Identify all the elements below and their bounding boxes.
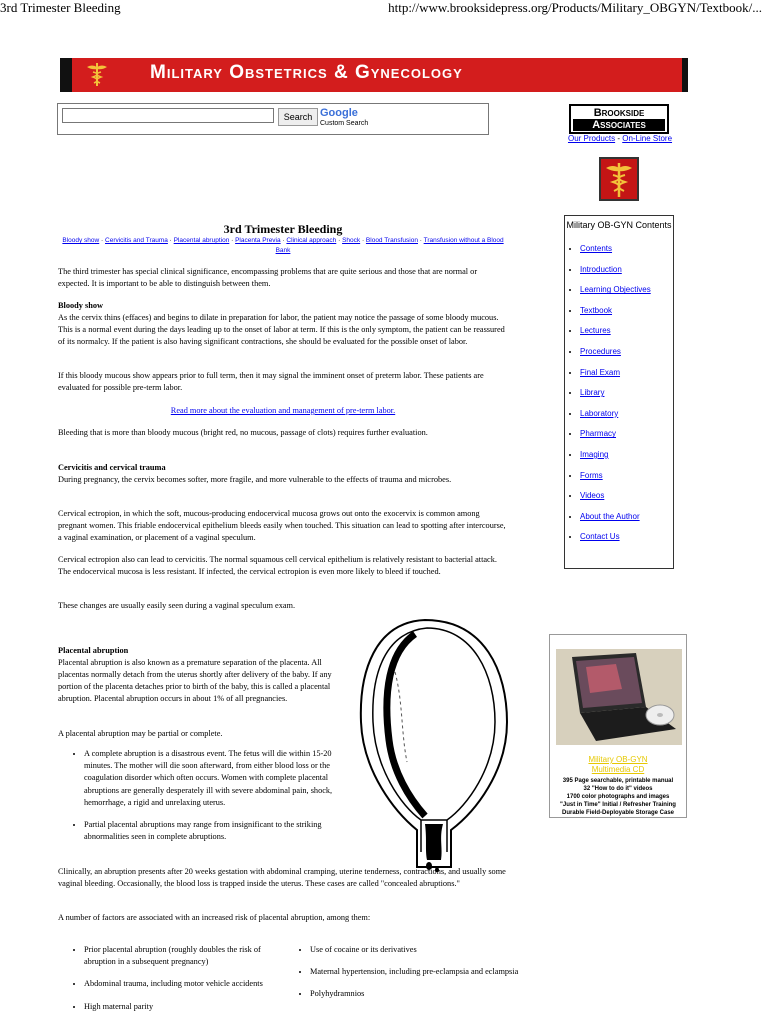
list-item: • Partial placental abruptions may range from insignificant to the striking abnormalities seen in complete abruptions. xyxy=(84,819,354,843)
contents-item xyxy=(580,383,673,404)
contents-sidebar xyxy=(564,215,674,569)
cd-feature-line: 395 Page searchable, printable manual xyxy=(562,778,674,784)
cervicitis-paragraph-1: During pregnancy, the cervix becomes softer, more fragile, and more vulnerable to the effects of trauma and microbes. xyxy=(58,475,452,484)
contents-link[interactable]: Final Exam xyxy=(580,367,621,377)
contents-link[interactable]: Contact Us xyxy=(580,532,620,542)
contents-item xyxy=(580,342,673,363)
cd-title[interactable] xyxy=(550,755,686,775)
contents-item xyxy=(580,301,673,322)
nav-separator: · xyxy=(167,237,174,244)
nav-separator: · xyxy=(336,237,343,244)
contents-item xyxy=(580,404,673,425)
section-nav xyxy=(58,236,508,256)
nav-separator: · xyxy=(280,237,287,244)
contents-item xyxy=(580,527,673,548)
brookside-logo[interactable] xyxy=(569,104,669,134)
article-title: 3rd Trimester Bleeding xyxy=(223,222,343,236)
nav-separator: · xyxy=(229,237,236,244)
cd-feature-line: 1700 color photographs and images xyxy=(566,794,670,800)
contents-item xyxy=(580,260,673,281)
contents-item xyxy=(580,466,673,487)
custom-search-label: Custom Search xyxy=(320,120,369,127)
contents-link[interactable]: Videos xyxy=(580,491,605,501)
bloody-show-paragraph-2: If this bloody mucous show appears prior to full term, then it may signal the imminent onset of preterm labor. These patients are evaluated for possible pre-term labor. xyxy=(58,371,484,392)
contents-item xyxy=(580,424,673,445)
cd-title-line-1: Military OB-GYN xyxy=(588,755,648,764)
abruption-list xyxy=(72,748,354,853)
contents-link[interactable]: About the Author xyxy=(580,511,640,521)
nav-separator: · xyxy=(417,237,424,244)
list-item: • Use of cocaine or its derivatives xyxy=(310,944,525,956)
cervicitis-paragraph-2: Cervical ectropion, in which the soft, mucous-producing endocervical mucosa grows out onto the exocervix is common among pregnant women. This friable endocervical epithelium bleeds easily when touched. This situation can lead to spotting after intercourse, a vaginal examination, or placement of a vaginal speculum. xyxy=(58,509,506,542)
cervicitis-paragraph-3: Cervical ectropion also can lead to cervicitis. The normal squamous cell cervical epithelium is relatively resistant to bacterial attack. The endocervical mucosa is less resistant. If infected, the cervical ectropion is even more likely to bleed if touched. xyxy=(58,555,497,576)
nav-separator: · xyxy=(99,237,106,244)
cd-features xyxy=(550,777,686,817)
risk-factors-left xyxy=(72,944,294,1023)
contents-item xyxy=(580,363,673,384)
section-nav-link[interactable]: Blood Transfusion xyxy=(365,237,418,244)
brand-links xyxy=(560,134,680,143)
contents-link[interactable]: Learning Objectives xyxy=(580,285,651,295)
list-item: • Abdominal trauma, including motor vehicle accidents xyxy=(84,978,294,990)
contents-item xyxy=(580,507,673,528)
cd-title-line-2: Multimedia CD xyxy=(591,765,645,774)
search-form xyxy=(57,103,489,135)
bleeding-paragraph: Bleeding that is more than bloody mucous (bright red, no mucous, passage of clots) requires further evaluation. xyxy=(58,428,428,437)
list-item: • Prior placental abruption (roughly doubles the risk of abruption in a subsequent pregnancy) xyxy=(84,944,294,968)
cervicitis-paragraph-4: These changes are usually easily seen during a vaginal speculum exam. xyxy=(58,601,296,610)
factors-intro: A number of factors are associated with an increased risk of placental abruption, among them: xyxy=(58,913,371,922)
preterm-labor-link[interactable]: Read more about the evaluation and management of pre-term labor. xyxy=(170,406,396,415)
caduceus-icon xyxy=(601,159,637,199)
contents-list xyxy=(580,239,673,548)
contents-link[interactable]: Imaging xyxy=(580,449,609,459)
bloody-show-paragraph-1: As the cervix thins (effaces) and begins to dilate in preparation for labor, the patient may notice the passage of some bloody mucous. This is a normal event during the days leading up to the onset of labor at term. If this is the only symptom, the patient can be reassured of its normalcy. If the patient is also having significant contractions, she should be evaluated for the possible onset of labor. xyxy=(58,313,505,346)
nav-separator: · xyxy=(360,237,366,244)
cd-feature-line: Durable Field-Deployable Storage Case xyxy=(561,810,675,816)
caduceus-logo xyxy=(599,157,639,201)
intro-paragraph: The third trimester has special clinical significance, encompassing problems that are quite serious and those that are normal or expected. It is important to be able to distinguish between them. xyxy=(58,267,478,288)
online-store-link[interactable]: On-Line Store xyxy=(622,134,673,143)
contents-link[interactable]: Lectures xyxy=(580,326,611,336)
print-page-url: http://www.brooksidepress.org/Products/Military_OBGYN/Textbook/... xyxy=(388,0,762,15)
bloody-show-heading: Bloody show xyxy=(58,301,103,310)
section-nav-link[interactable]: Shock xyxy=(342,237,361,244)
section-nav-link[interactable]: Placenta Previa xyxy=(235,237,281,244)
contents-link[interactable]: Contents xyxy=(580,244,613,253)
contents-link[interactable]: Pharmacy xyxy=(580,429,617,439)
contents-item xyxy=(580,445,673,466)
contents-title: Military OB-GYN Contents xyxy=(566,220,672,230)
clinically-paragraph: Clinically, an abruption presents after 20 weeks gestation with abdominal cramping, uterine tenderness, contractions, and usually some vaginal bleeding. Occasionally, the blood loss is trapped inside the uterus. These cases are called "concealed abruptions." xyxy=(58,867,506,888)
contents-link[interactable]: Laboratory xyxy=(580,408,619,418)
contents-item xyxy=(580,280,673,301)
caduceus-icon xyxy=(84,61,110,87)
risk-factors-right xyxy=(298,944,525,1011)
contents-item xyxy=(580,239,673,260)
contents-item xyxy=(580,321,673,342)
section-nav-link[interactable]: Placental abruption xyxy=(173,237,230,244)
contents-link[interactable]: Introduction xyxy=(580,264,622,274)
google-logo: Google xyxy=(320,107,358,119)
site-banner xyxy=(60,58,688,92)
cd-feature-line: 32 "How to do it" videos xyxy=(583,786,653,792)
brand-line-2: Associates xyxy=(573,119,665,131)
section-nav-link[interactable]: Bloody show xyxy=(62,237,100,244)
contents-link[interactable]: Procedures xyxy=(580,346,621,356)
contents-link[interactable]: Library xyxy=(580,388,605,398)
cd-feature-line: "Just in Time" Initial / Refresher Training xyxy=(560,802,676,808)
print-page-title: 3rd Trimester Bleeding xyxy=(0,0,121,15)
contents-item xyxy=(580,486,673,507)
laptop-photo xyxy=(556,649,682,745)
section-nav-link[interactable]: Clinical approach xyxy=(286,237,337,244)
list-item: • A complete abruption is a disastrous event. The fetus will die within 15-20 minutes. The mother will die soon afterward, from either blood loss or the coagulation disorder which often occurs. Women with complete placental abruptions are generally desperately ill with severe abdominal pain, shock, hemorrhage, a rigid and unrelaxing uterus. xyxy=(84,748,354,809)
contents-link[interactable]: Textbook xyxy=(580,305,613,315)
brand-line-1: Brookside xyxy=(593,107,645,119)
abruption-paragraph-2: A placental abruption may be partial or complete. xyxy=(58,729,223,738)
section-nav-link[interactable]: Transfusion without a Blood Bank xyxy=(275,237,504,254)
brand-link-separator: - xyxy=(615,134,623,143)
search-input[interactable] xyxy=(62,108,274,123)
cervicitis-heading: Cervicitis and cervical trauma xyxy=(58,463,166,472)
banner-title: Military Obstetrics & Gynecology xyxy=(150,62,463,83)
placental-abruption-illustration xyxy=(355,612,513,872)
list-item: • Polyhydramnios xyxy=(310,988,525,1000)
search-button[interactable]: Search xyxy=(278,108,318,126)
list-item: • High maternal parity xyxy=(84,1001,294,1013)
abruption-paragraph-1: Placental abruption is also known as a premature separation of the placenta. All placentas normally detach from the uterus shortly after delivery of the baby. If any portion of the placenta detaches prior to birth of the baby, this is called a placental abruption. Placental abruption occurs in about 1% of all pregnancies. xyxy=(58,658,332,703)
section-nav-link[interactable]: Cervicitis and Trauma xyxy=(105,237,168,244)
abruption-heading: Placental abruption xyxy=(58,646,129,655)
our-products-link[interactable]: Our Products xyxy=(567,134,616,143)
cd-advertisement[interactable] xyxy=(549,634,687,818)
list-item: • Maternal hypertension, including pre-eclampsia and eclampsia xyxy=(310,966,525,978)
contents-link[interactable]: Forms xyxy=(580,470,603,480)
